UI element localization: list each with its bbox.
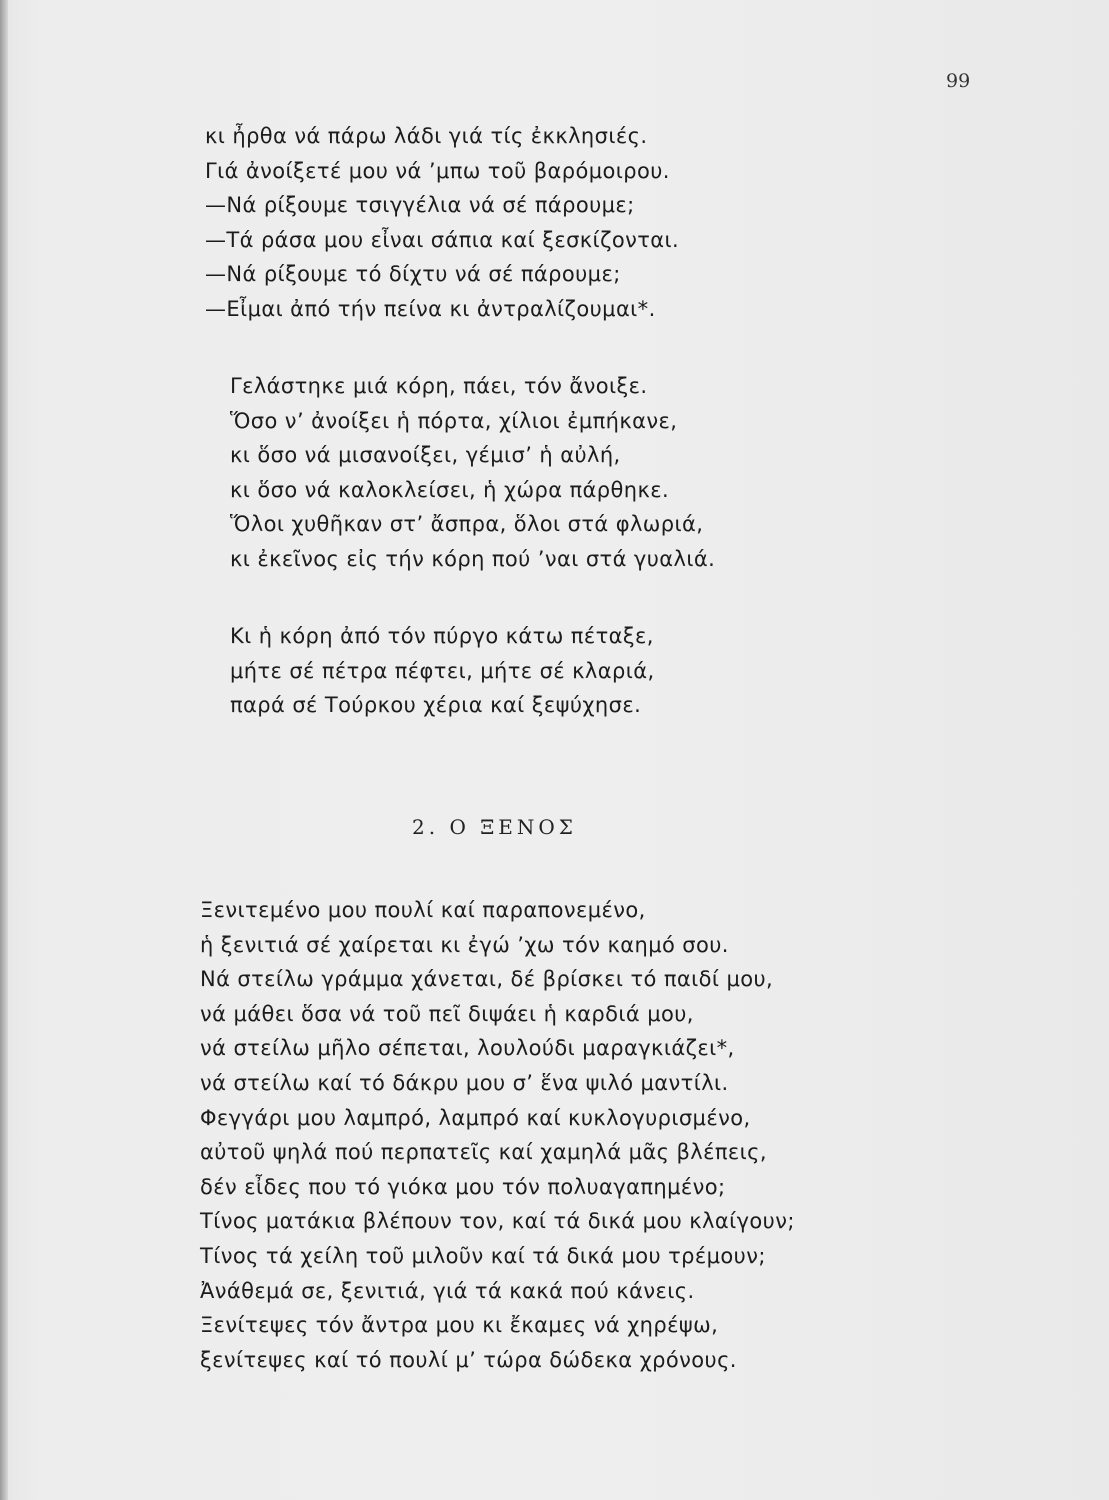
poem-line: Κι ἡ κόρη ἀπό τόν πύργο κάτω πέταξε,	[230, 624, 654, 648]
poem-line: —Νά ρίξουμε τό δίχτυ νά σέ πάρουμε;	[205, 262, 621, 287]
poem-line: —Εἶμαι ἀπό τήν πείνα κι ἀντραλίζουμαι*.	[205, 296, 656, 321]
poem-line: Γιά ἀνοίξετέ μου νά ’μπω τοῦ βαρόμοιρου.	[205, 158, 670, 183]
poem-line: νά στείλω μῆλο σέπεται, λουλούδι μαραγκιάζει*,	[200, 1036, 735, 1061]
poem-line: μήτε σέ πέτρα πέφτει, μήτε σέ κλαριά,	[230, 658, 655, 683]
poem-line: Φεγγάρι μου λαμπρό, λαμπρό καί κυκλογυρισμένο,	[200, 1105, 751, 1130]
section-title: 2. Ο ΞΕΝΟΣ	[412, 815, 577, 839]
poem-line: Τίνος ματάκια βλέπουν τον, καί τά δικά μου κλαίγουν;	[200, 1209, 795, 1234]
poem-line: —Νά ρίξουμε τσιγγέλια νά σέ πάρουμε;	[205, 193, 635, 218]
poem-line: Ὅσο ν’ ἀνοίξει ἡ πόρτα, χίλιοι ἐμπήκανε,	[230, 408, 678, 433]
poem-line: δέν εἶδες που τό γιόκα μου τόν πολυαγαπημένο;	[200, 1174, 726, 1199]
poem-line: Νά στείλω γράμμα χάνεται, δέ βρίσκει τό παιδί μου,	[200, 967, 774, 992]
stanza-1	[205, 119, 679, 327]
section-poem	[200, 893, 795, 1377]
stanza-2	[230, 369, 715, 577]
poem-line: κι ἐκεῖνος εἰς τήν κόρη πού ’ναι στά γυαλιά.	[230, 546, 716, 571]
poem-line: Ὅλοι χυθῆκαν στ’ ἄσπρα, ὅλοι στά φλωριά,	[230, 512, 704, 537]
poem-line: Τίνος τά χείλη τοῦ μιλοῦν καί τά δικά μου τρέμουν;	[200, 1243, 766, 1268]
poem-line: παρά σέ Τούρκου χέρια καί ξεψύχησε.	[230, 693, 642, 718]
stanza-3	[230, 619, 655, 723]
poem-line: κι ἦρθα νά πάρω λάδι γιά τίς ἐκκλησιές.	[205, 124, 648, 148]
poem-line: Ἀνάθεμά σε, ξενιτιά, γιά τά κακά πού κάνεις.	[200, 1278, 695, 1303]
poem-line: ξενίτεψες καί τό πουλί μ’ τώρα δώδεκα χρόνους.	[200, 1347, 737, 1372]
poem-line: —Τά ράσα μου εἶναι σάπια καί ξεσκίζονται.	[205, 227, 680, 252]
poem-line: ἡ ξενιτιά σέ χαίρεται κι ἐγώ ’χω τόν καημό σου.	[200, 932, 729, 957]
poem-line: αὐτοῦ ψηλά πού περπατεῖς καί χαμηλά μᾶς βλέπεις,	[200, 1140, 767, 1165]
poem-line: κι ὅσο νά μισανοίξει, γέμισ’ ἡ αὐλή,	[230, 443, 621, 468]
page-number: 99	[946, 70, 971, 92]
poem-line: νά στείλω καί τό δάκρυ μου σ’ ἕνα ψιλό μαντίλι.	[200, 1070, 729, 1095]
poem-line: Γελάστηκε μιά κόρη, πάει, τόν ἄνοιξε.	[230, 374, 648, 398]
poem-line: Ξενιτεμένο μου πουλί καί παραπονεμένο,	[200, 898, 646, 922]
page-binding-edge	[0, 0, 8, 1500]
poem-line: νά μάθει ὅσα νά τοῦ πεῖ διψάει ἡ καρδιά μου,	[200, 1001, 694, 1026]
poem-line: Ξενίτεψες τόν ἄντρα μου κι ἔκαμες νά χηρέψω,	[200, 1313, 719, 1338]
poem-line: κι ὅσο νά καλοκλείσει, ἡ χώρα πάρθηκε.	[230, 477, 670, 502]
